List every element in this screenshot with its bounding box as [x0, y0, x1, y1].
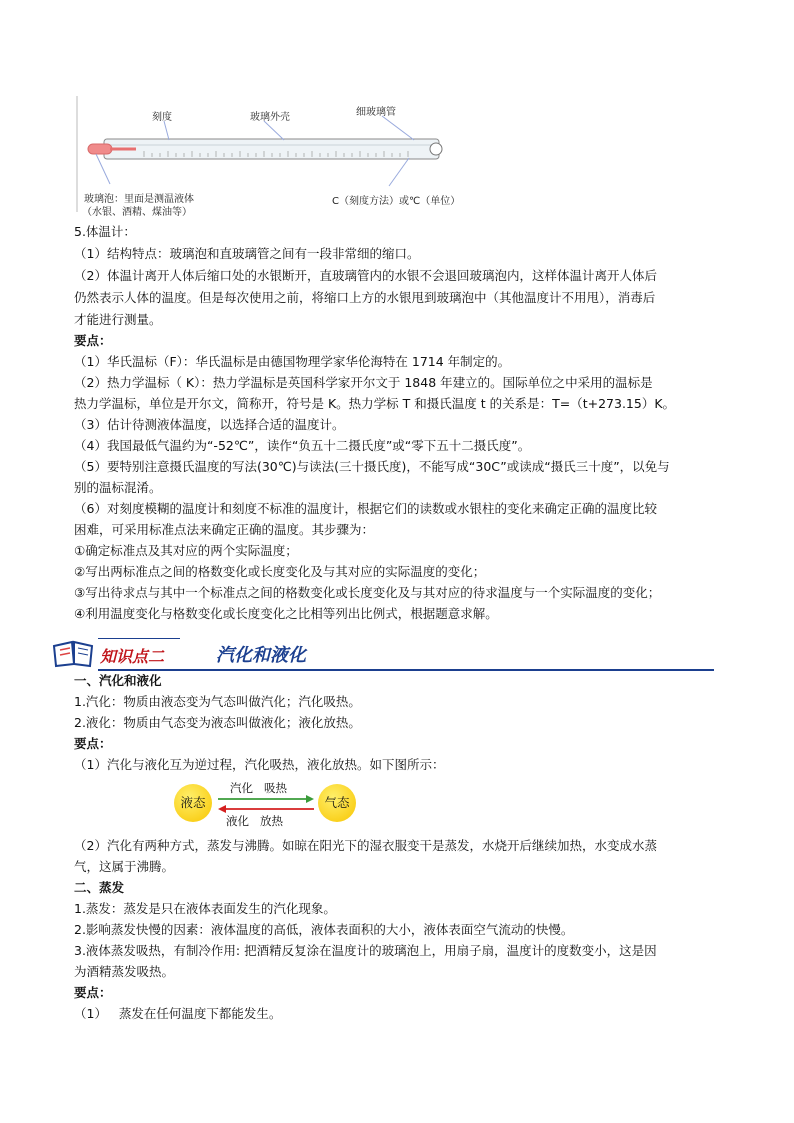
state-change-diagram: [174, 780, 364, 830]
evaporation-cooling-l1: 3.液体蒸发吸热，有制冷作用: 把酒精反复涂在温度计的玻璃泡上，用扇子扇，温度计的度数变小，这是因: [74, 943, 657, 958]
clinical-thermometer-heading: 5.体温计：: [74, 224, 136, 239]
key-point-two-ways-l2: 气，这属于沸腾。: [74, 859, 175, 874]
key-point-item: （4）我国最低气温约为“-52℃”，读作“负五十二摄氏度”或“零下五十二摄氏度”。: [74, 438, 531, 453]
key-point-two-ways-l1: （2）汽化有两种方式，蒸发与沸腾。如晾在阳光下的湿衣服变干是蒸发，水烧开后继续加热，水变成水蒸: [74, 838, 657, 853]
arrow-label-bottom: 液化 放热: [226, 814, 283, 828]
label-bulb: 玻璃泡：里面是测温液体: [84, 194, 194, 205]
subheading-evaporation: 二、蒸发: [74, 880, 125, 895]
key-point-item: 热力学温标，单位是开尔文，简称开，符号是 K。热力学标 T 和摄氏温度 t 的关系是：T=（t+273.15）K。: [74, 396, 676, 411]
label-thin-tube: 细玻璃管: [356, 107, 396, 118]
key-point-item: 困难，可采用标准点法来确定正确的温度。其步骤为：: [74, 522, 375, 537]
key-point-step: ③写出待求点与其中一个标准点之间的格数变化或长度变化及与其对应的待求温度与一个实际温度的变化；: [74, 585, 661, 600]
key-point-item: （6）对刻度模糊的温度计和刻度不标准的温度计，根据它们的读数或水银柱的变化来确定正确的温度比较: [74, 501, 657, 516]
evaporation-any-temperature: （1） 蒸发在任何温度下都能发生。: [74, 1006, 282, 1021]
key-point-step: ①确定标准点及其对应的两个实际温度；: [74, 543, 298, 558]
key-point-step: ④利用温度变化与格数变化或长度变化之比相等列出比例式，根据题意求解。: [74, 606, 498, 621]
clinical-p2-l3: 才能进行测量。: [74, 312, 162, 327]
book-icon: [52, 638, 96, 668]
subheading-vaporization-liquefaction: 一、汽化和液化: [74, 673, 162, 688]
section-rule-top: [98, 638, 180, 639]
evaporation-definition: 1.蒸发：蒸发是只在液体表面发生的汽化现象。: [74, 901, 336, 916]
liquid-state: 液态: [174, 784, 212, 822]
gas-state: 气态: [318, 784, 356, 822]
clinical-p2-l2: 仍然表示人体的温度。但是每次使用之前，将缩口上方的水银甩到玻璃泡中（其他温度计不用甩），消毒后: [74, 290, 656, 305]
definition-liquefaction: 2.液化：物质由气态变为液态叫做液化；液化放热。: [74, 715, 361, 730]
section-header: [52, 636, 714, 672]
label-bulb-liquids: （水银、酒精、煤油等）: [82, 207, 192, 218]
key-point-item: （1）华氏温标（F）：华氏温标是由德国物理学家华伦海特在 1714 年制定的。: [74, 354, 511, 369]
section-title: 汽化和液化: [216, 645, 306, 666]
label-outer-shell: 玻璃外壳: [250, 112, 290, 123]
key-points-heading-2: 要点：: [74, 736, 112, 751]
thermometer-figure: [74, 96, 474, 216]
clinical-p1: （1）结构特点：玻璃泡和直玻璃管之间有一段非常细的缩口。: [74, 246, 420, 261]
arrow-label-top: 汽化 吸热: [230, 781, 287, 795]
key-points-heading: 要点：: [74, 333, 112, 348]
key-point-item: （2）热力学温标（ K）：热力学温标是英国科学家开尔文于 1848 年建立的。国际单位之中采用的温标是: [74, 375, 653, 390]
evaporation-cooling-l2: 为酒精蒸发吸热。: [74, 964, 175, 979]
key-point-item: （3）估计待测液体温度，以选择合适的温度计。: [74, 417, 345, 432]
key-point-item: 别的温标混淆。: [74, 480, 162, 495]
key-point-step: ②写出两标准点之间的格数变化或长度变化及与其对应的实际温度的变化；: [74, 564, 486, 579]
label-unit: C（刻度方法）或℃（单位）: [332, 196, 461, 207]
clinical-p2-l1: （2）体温计离开人体后缩口处的水银断开，直玻璃管内的水银不会退回玻璃泡内，这样体温计离开人体后: [74, 268, 657, 283]
evaporation-factors: 2.影响蒸发快慢的因素：液体温度的高低，液体表面积的大小，液体表面空气流动的快慢。: [74, 922, 574, 937]
section-badge: 知识点二: [100, 647, 165, 666]
definition-vaporization: 1.汽化：物质由液态变为气态叫做汽化；汽化吸热。: [74, 694, 361, 709]
label-scale: 刻度: [152, 112, 172, 123]
key-point-item: （5）要特别注意摄氏温度的写法(30℃)与读法(三十摄氏度)，不能写成“30C”或读成“摄氏三十度”，以免与: [74, 459, 670, 474]
key-point-inverse: （1）汽化与液化互为逆过程，汽化吸热，液化放热。如下图所示：: [74, 757, 445, 772]
key-points-heading-3: 要点：: [74, 985, 112, 1000]
